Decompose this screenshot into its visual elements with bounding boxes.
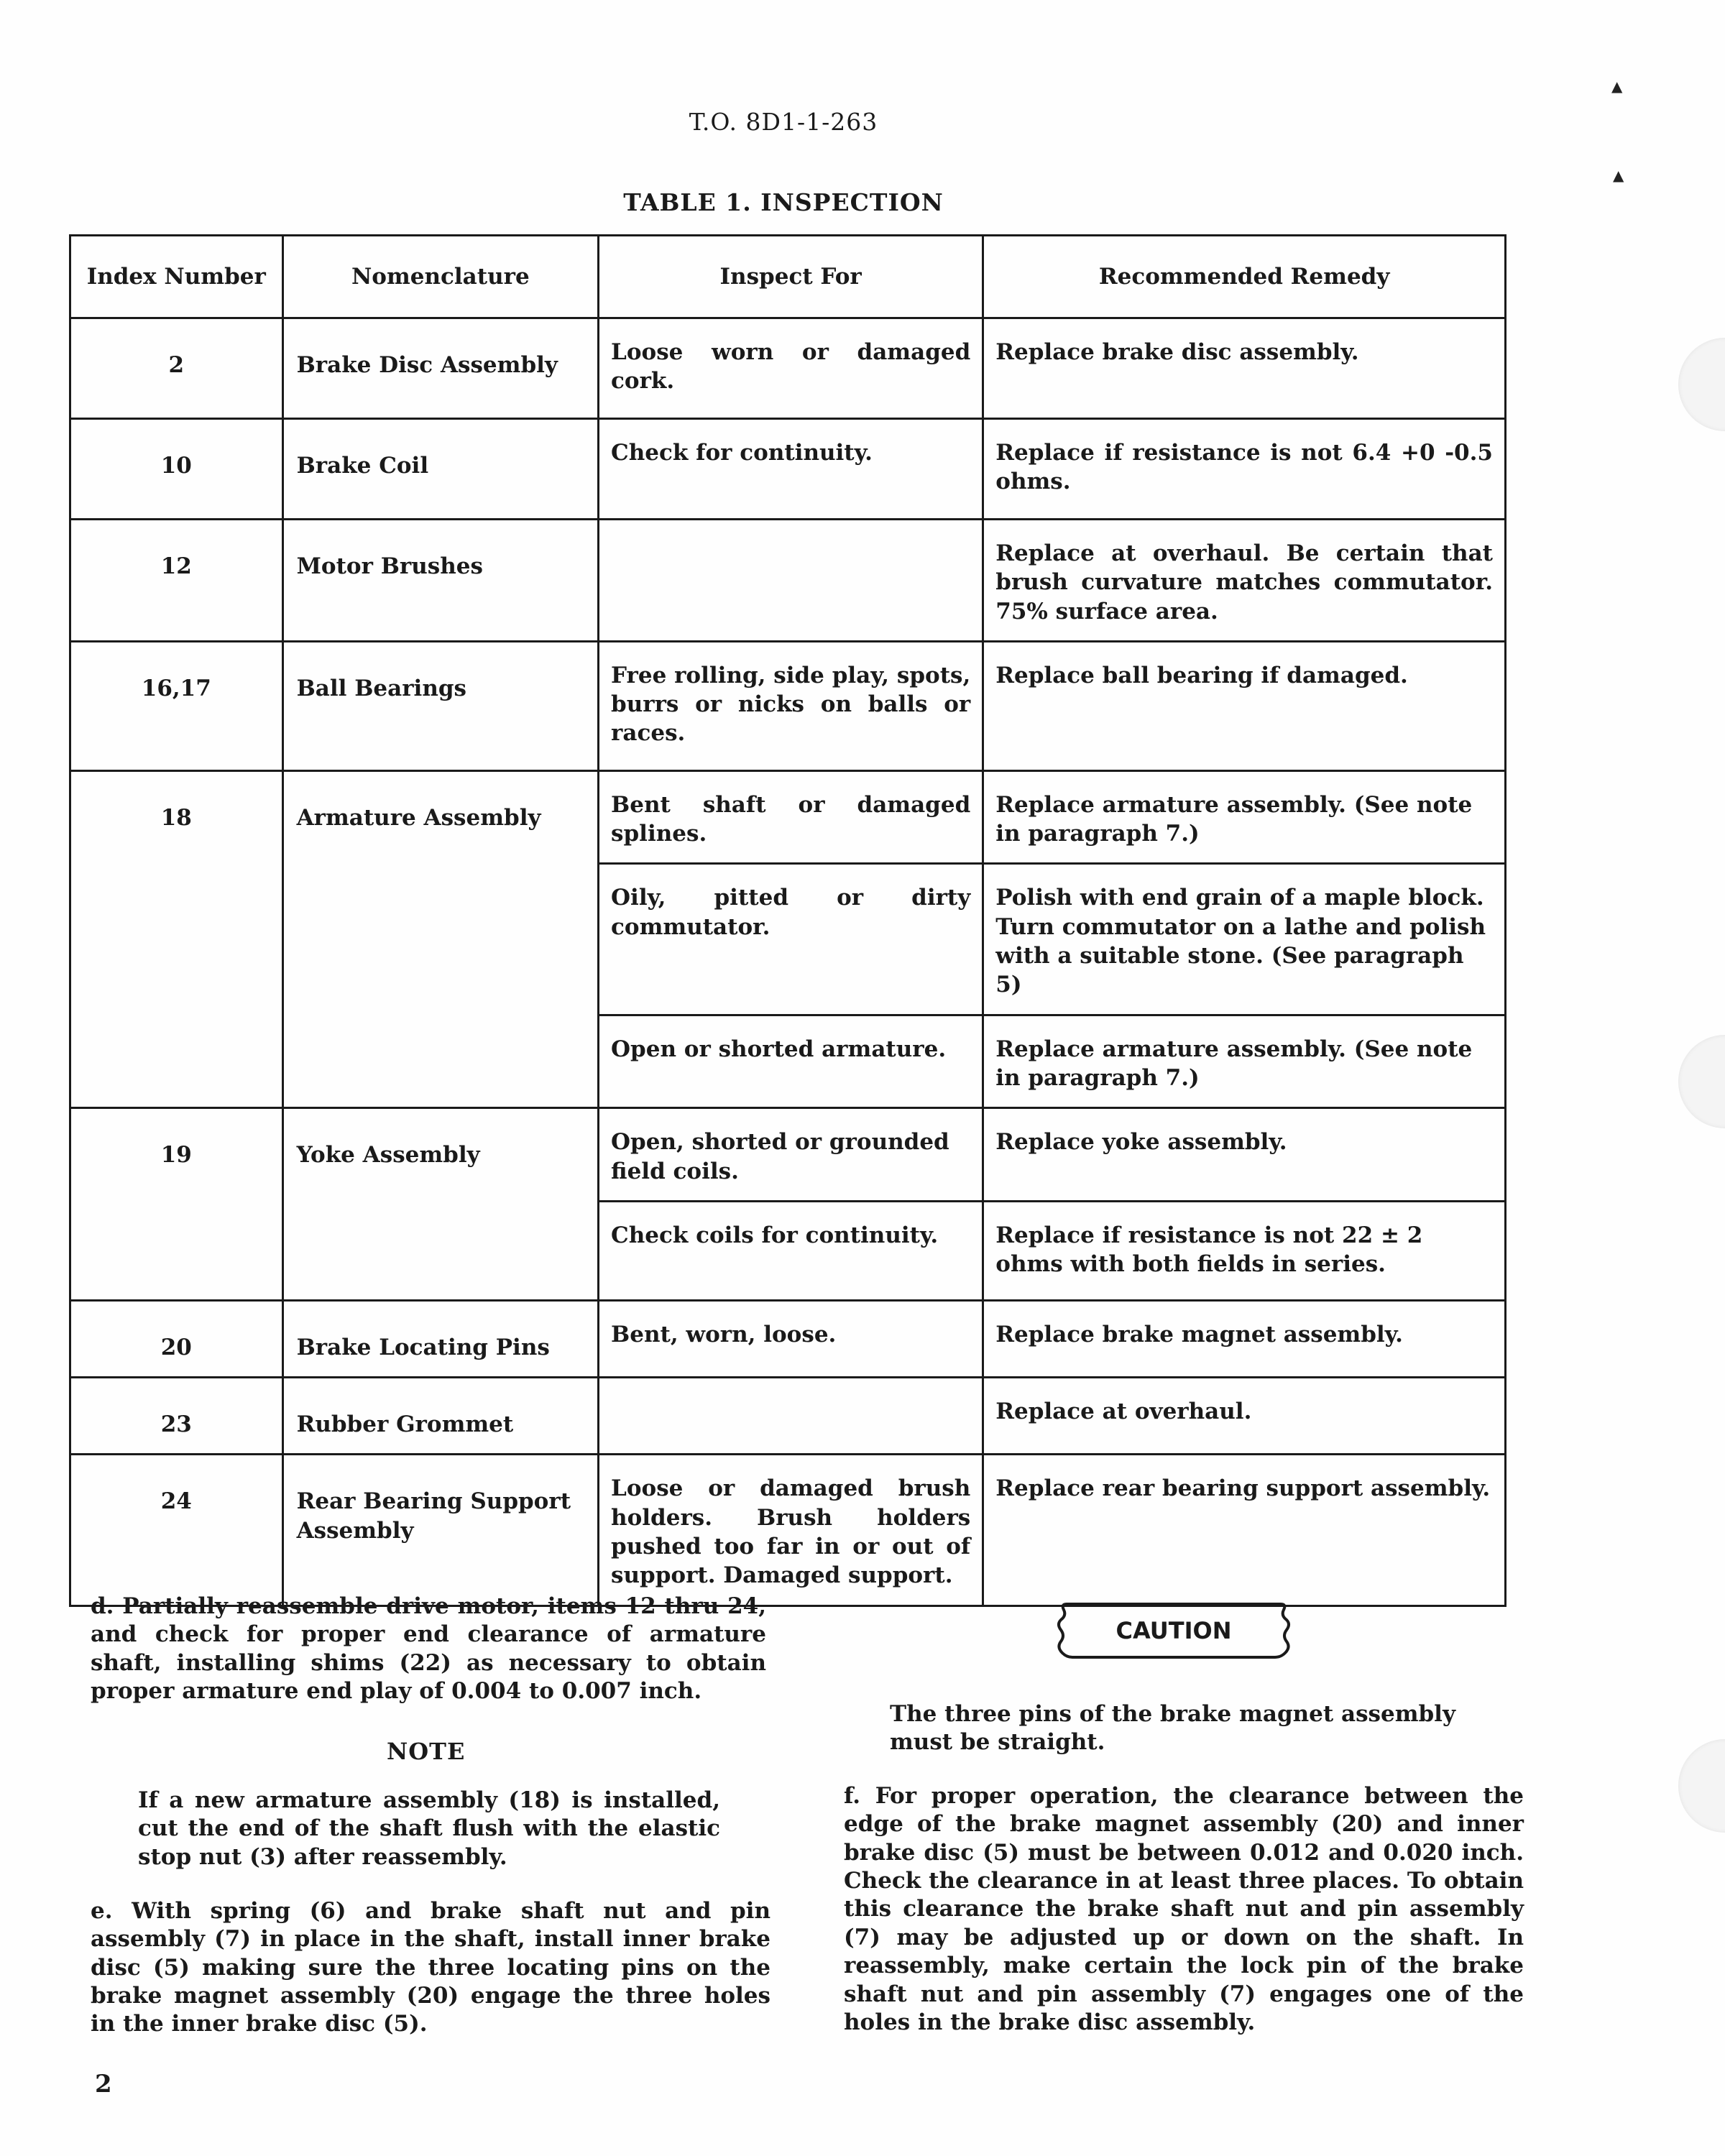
table-row <box>70 1108 1506 1202</box>
page-number: 2 <box>95 2070 112 2099</box>
inspect-cell: Open or shorted armature. <box>599 1015 983 1108</box>
inspection-table <box>69 234 1506 1607</box>
inspect-cell: Free rolling, side play, spots, burrs or nicks on balls or races. <box>599 641 983 770</box>
column-header: Recommended Remedy <box>983 236 1506 318</box>
paragraph-e: e. With spring (6) and brake shaft nut and pin assembly (7) in place in the shaft, install inner brake disc (5) making sure the three locating pins on the brake magnet assembly (20) engage the three holes in the inner brake disc (5). <box>91 1898 770 2037</box>
remedy-cell: Replace yoke assembly. <box>983 1108 1506 1202</box>
caution-box <box>1054 1600 1294 1662</box>
inspect-cell: Check for continuity. <box>599 419 983 520</box>
table-row <box>70 1378 1506 1455</box>
table-header-row <box>70 236 1506 318</box>
inspect-cell <box>599 520 983 642</box>
nomenclature-cell: Armature Assembly <box>282 770 598 1107</box>
inspect-cell: Bent, worn, loose. <box>599 1300 983 1377</box>
punch-hole <box>1678 1035 1725 1128</box>
remedy-cell: Replace if resistance is not 22 ± 2 ohms with both fields in series. <box>983 1201 1506 1300</box>
table-row <box>70 520 1506 642</box>
index-cell: 19 <box>70 1108 283 1301</box>
punch-hole <box>1678 1739 1725 1833</box>
caution-label: CAUTION <box>1116 1617 1232 1644</box>
scan-mark: ▲ <box>1613 167 1624 184</box>
punch-hole <box>1678 338 1725 431</box>
nomenclature-cell: Motor Brushes <box>282 520 598 642</box>
index-cell: 20 <box>70 1300 283 1377</box>
remedy-cell: Replace armature assembly. (See note in paragraph 7.) <box>983 1015 1506 1108</box>
remedy-cell: Replace armature assembly. (See note in paragraph 7.) <box>983 770 1506 864</box>
index-cell: 24 <box>70 1455 283 1606</box>
table-row <box>70 419 1506 520</box>
caution-text: The three pins of the brake magnet assembly must be straight. <box>890 1701 1455 1756</box>
table-row <box>70 318 1506 419</box>
column-header: Nomenclature <box>282 236 598 318</box>
inspect-cell: Oily, pitted or dirty commutator. <box>599 864 983 1015</box>
column-header: Inspect For <box>599 236 983 318</box>
table-row <box>70 1455 1506 1606</box>
table-row <box>70 1300 1506 1377</box>
index-cell: 12 <box>70 520 283 642</box>
nomenclature-cell: Brake Coil <box>282 419 598 520</box>
nomenclature-cell: Rubber Grommet <box>282 1378 598 1455</box>
remedy-cell: Replace at overhaul. Be certain that brush curvature matches commutator. 75% surface area. <box>983 520 1506 642</box>
nomenclature-cell: Brake Locating Pins <box>282 1300 598 1377</box>
remedy-cell: Replace rear bearing support assembly. <box>983 1455 1506 1606</box>
index-cell: 18 <box>70 770 283 1107</box>
nomenclature-cell: Yoke Assembly <box>282 1108 598 1301</box>
table-row <box>70 641 1506 770</box>
index-cell: 23 <box>70 1378 283 1455</box>
paragraph-f: f. For proper operation, the clearance between the edge of the brake magnet assembly (20) and inner brake disc (5) must be between 0.012 and 0.020 inch. Check the clearance in at least three places. To obtain this clearance the brake shaft nut and pin assembly (7) may be adjusted up or down on the shaft. In reassembly, make certain the lock pin of the brake shaft nut and pin assembly (7) engages one of the holes in the brake disc assembly. <box>844 1783 1524 2035</box>
inspect-cell: Loose or damaged brush holders. Brush holders pushed too far in or out of support. Damaged support. <box>599 1455 983 1606</box>
inspect-cell: Open, shorted or grounded field coils. <box>599 1108 983 1202</box>
table-title: TABLE 1. INSPECTION <box>623 188 944 216</box>
remedy-cell: Polish with end grain of a maple block. Turn commutator on a lathe and polish with a suitable stone. (See paragraph 5) <box>983 864 1506 1015</box>
note-text: If a new armature assembly (18) is installed, cut the end of the shaft flush with the elastic stop nut (3) after reassembly. <box>138 1787 720 1870</box>
inspect-cell: Check coils for continuity. <box>599 1201 983 1300</box>
table-row <box>70 770 1506 864</box>
remedy-cell: Replace ball bearing if damaged. <box>983 641 1506 770</box>
note-heading: NOTE <box>387 1738 466 1765</box>
inspect-cell: Loose worn or damaged cork. <box>599 318 983 419</box>
index-cell: 10 <box>70 419 283 520</box>
scan-mark: ▲ <box>1611 78 1623 95</box>
remedy-cell: Replace brake magnet assembly. <box>983 1300 1506 1377</box>
remedy-cell: Replace if resistance is not 6.4 +0 -0.5 ohms. <box>983 419 1506 520</box>
nomenclature-cell: Brake Disc Assembly <box>282 318 598 419</box>
index-cell: 2 <box>70 318 283 419</box>
remedy-cell: Replace brake disc assembly. <box>983 318 1506 419</box>
remedy-cell: Replace at overhaul. <box>983 1378 1506 1455</box>
to-number: T.O. 8D1-1-263 <box>689 108 878 136</box>
index-cell: 16,17 <box>70 641 283 770</box>
paragraph-d: d. Partially reassemble drive motor, items 12 thru 24, and check for proper end clearance of armature shaft, installing shims (22) as necessary to obtain proper armature end play of 0.004 to 0.007 inch. <box>91 1593 766 1705</box>
nomenclature-cell: Rear Bearing Support Assembly <box>282 1455 598 1606</box>
column-header: Index Number <box>70 236 283 318</box>
inspect-cell <box>599 1378 983 1455</box>
nomenclature-cell: Ball Bearings <box>282 641 598 770</box>
inspect-cell: Bent shaft or damaged splines. <box>599 770 983 864</box>
